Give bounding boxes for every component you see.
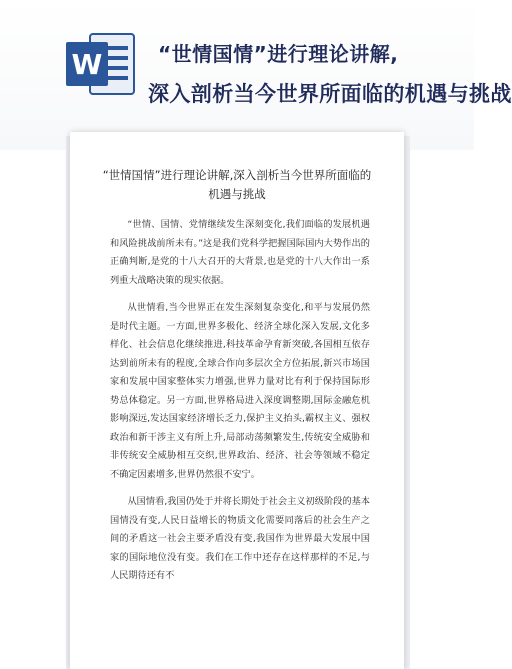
page-headline <box>148 34 512 114</box>
word-document-icon <box>64 32 136 96</box>
paragraph: 从世情看,当今世界正在发生深刻复杂变化,和平与发展仍然是时代主题。一方面,世界多极化、经济全球化深入发展,文化多样化、社会信息化继续推进,科技革命孕育新突破,各国相互依存达到前所未有的程度,全球合作向多层次全方位拓展,新兴市场国家和发展中国家整体实力增强,世界力量对比有利于保持国际形势总体稳定。另一方面,世界格局进入深度调整期,国际金融危机影响深远,发达国家经济增长乏力,保护主义抬头,霸权主义、强权政治和新干涉主义有所上升,局部动荡频繁发生,传统安全威胁和非传统安全威胁相互交织,世界政治、经济、社会等领域不稳定不确定因素增多,世界仍然很不安宁。 <box>110 302 370 480</box>
document-page <box>70 132 404 669</box>
headline-line-1: “世情国情”进行理论讲解, <box>158 42 399 66</box>
document-body <box>110 216 370 595</box>
headline-line-2: 深入剖析当今世界所面临的机遇与挑战 <box>148 82 512 106</box>
paragraph: 从国情看,我国仍处于并将长期处于社会主义初级阶段的基本国情没有变,人民日益增长的物质文化需要同落后的社会生产之间的矛盾这一社会主要矛盾没有变,我国作为世界最大发展中国家的国际地位没有变。我们在工作中还存在这样那样的不足,与人民期待还有不 <box>110 496 370 581</box>
paragraph: “世情、国情、党情继续发生深刻变化,我们面临的发展机遇和风险挑战前所未有。”这是我们党科学把握国际国内大势作出的正确判断,是党的十八大召开的大背景,也是党的十八大作出一系列重大战略决策的现实依据。 <box>110 219 370 286</box>
document-title: “世情国情”进行理论讲解,深入剖析当今世界所面临的机遇与挑战 <box>102 168 372 201</box>
logo-letter: W <box>71 48 103 81</box>
